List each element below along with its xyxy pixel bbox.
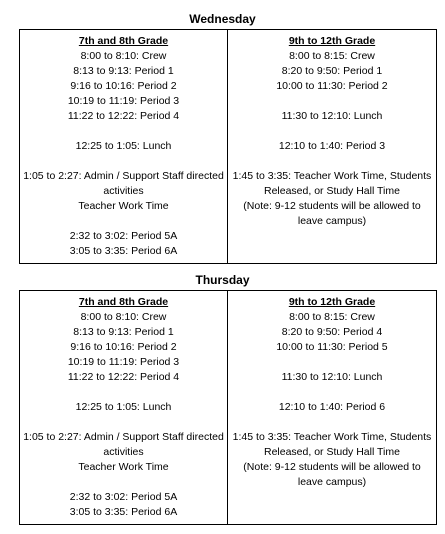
schedule-note: (Note: 9-12 students will be allowed to leave campus) [243, 461, 421, 488]
schedule-line: 1:05 to 2:27: Admin / Support Staff directed activities [23, 170, 224, 197]
wednesday-high-school-cell [228, 30, 437, 264]
schedule-line: 11:30 to 12:10: Lunch [281, 110, 383, 122]
schedule-line: Teacher Work Time [78, 200, 169, 212]
schedule-line: 9:16 to 10:16: Period 2 [70, 341, 177, 353]
schedule-line: 3:05 to 3:35: Period 6A [69, 506, 178, 518]
thursday-high-school-cell [228, 291, 437, 525]
wednesday-schedule-table [19, 29, 437, 264]
column-heading: 9th to 12th Grade [288, 296, 376, 308]
schedule-line: 8:20 to 9:50: Period 1 [281, 65, 383, 77]
thursday-middle-school-cell [20, 291, 228, 525]
column-heading: 9th to 12th Grade [288, 35, 376, 47]
column-heading: 7th and 8th Grade [78, 35, 169, 47]
schedule-line: 10:00 to 11:30: Period 5 [276, 341, 388, 353]
schedule-note: (Note: 9-12 students will be allowed to leave campus) [243, 200, 421, 227]
schedule-line: 8:00 to 8:10: Crew [80, 50, 167, 62]
schedule-line: Teacher Work Time [78, 461, 169, 473]
schedule-line: 10:19 to 11:19: Period 3 [67, 95, 180, 107]
schedule-line: 8:00 to 8:15: Crew [289, 50, 375, 62]
schedule-line: 12:10 to 1:40: Period 6 [278, 401, 386, 413]
schedule-line: 8:00 to 8:10: Crew [80, 311, 167, 323]
schedule-line: 10:00 to 11:30: Period 2 [276, 80, 388, 92]
schedule-line: 2:32 to 3:02: Period 5A [69, 491, 178, 503]
schedule-line: 9:16 to 10:16: Period 2 [70, 80, 177, 92]
schedule-line: 1:45 to 3:35: Teacher Work Time, Students Released, or Study Hall Time [232, 170, 432, 197]
schedule-line: 1:45 to 3:35: Teacher Work Time, Students Released, or Study Hall Time [232, 431, 432, 458]
schedule-line: 12:25 to 1:05: Lunch [75, 401, 172, 413]
schedule-line: 11:30 to 12:10: Lunch [281, 371, 383, 383]
wednesday-title: Wednesday [189, 12, 256, 26]
schedule-line: 12:25 to 1:05: Lunch [75, 140, 172, 152]
schedule-line: 12:10 to 1:40: Period 3 [278, 140, 386, 152]
schedule-line: 11:22 to 12:22: Period 4 [67, 110, 180, 122]
schedule-line: 8:13 to 9:13: Period 1 [73, 326, 174, 338]
schedule-line: 11:22 to 12:22: Period 4 [67, 371, 180, 383]
schedule-line: 3:05 to 3:35: Period 6A [69, 245, 178, 257]
schedule-line: 1:05 to 2:27: Admin / Support Staff directed activities [23, 431, 224, 458]
schedule-line: 8:13 to 9:13: Period 1 [73, 65, 174, 77]
schedule-line: 10:19 to 11:19: Period 3 [67, 356, 180, 368]
schedule-line: 8:00 to 8:15: Crew [289, 311, 375, 323]
thursday-title: Thursday [195, 273, 250, 287]
wednesday-middle-school-cell [20, 30, 228, 264]
schedule-line: 2:32 to 3:02: Period 5A [69, 230, 178, 242]
column-heading: 7th and 8th Grade [78, 296, 169, 308]
thursday-schedule-table [19, 290, 437, 525]
schedule-line: 8:20 to 9:50: Period 4 [281, 326, 383, 338]
